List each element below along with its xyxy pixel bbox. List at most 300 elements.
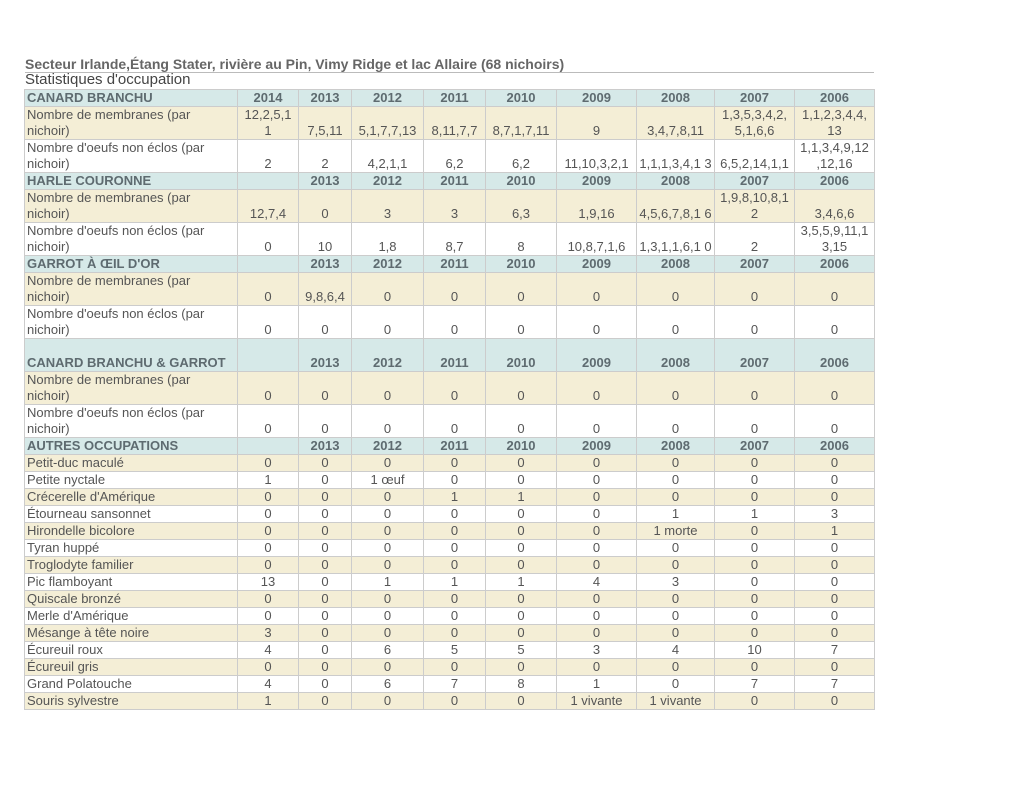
- row-label: Mésange à tête noire: [25, 625, 238, 642]
- page-title: Secteur Irlande,Étang Stater, rivière au Pin, Vimy Ridge et lac Allaire (68 nichoirs): [25, 56, 565, 72]
- value-cell: 1 morte: [637, 523, 715, 540]
- value-cell: 12,7,4: [238, 190, 299, 223]
- value-cell: 0: [557, 455, 637, 472]
- value-cell: 0: [238, 489, 299, 506]
- value-cell: 0: [795, 455, 875, 472]
- value-cell: 6: [352, 676, 424, 693]
- row-label: Troglodyte familier: [25, 557, 238, 574]
- year-header: 2008: [637, 339, 715, 372]
- value-cell: 3: [795, 506, 875, 523]
- year-header: 2007: [715, 256, 795, 273]
- occupant-row: [25, 591, 875, 608]
- value-cell: 4: [238, 642, 299, 659]
- section-title: CANARD BRANCHU: [25, 90, 238, 107]
- row-label: Nombre d'oeufs non éclos (par nichoir): [25, 405, 238, 438]
- value-cell: 0: [238, 540, 299, 557]
- value-cell: 0: [352, 273, 424, 306]
- year-header: 2007: [715, 438, 795, 455]
- row-label: Nombre de membranes (par nichoir): [25, 107, 238, 140]
- value-cell: 0: [238, 455, 299, 472]
- year-header: 2006: [795, 438, 875, 455]
- value-cell: 0: [299, 372, 352, 405]
- value-cell: 4: [557, 574, 637, 591]
- value-cell: 8,7,1,7,11: [486, 107, 557, 140]
- value-cell: 1: [238, 472, 299, 489]
- year-header: 2010: [486, 173, 557, 190]
- row-label: Quiscale bronzé: [25, 591, 238, 608]
- section-title: CANARD BRANCHU & GARROT: [25, 339, 238, 372]
- year-header: 2009: [557, 173, 637, 190]
- value-cell: 3,4,7,8,11: [637, 107, 715, 140]
- value-cell: 0: [557, 540, 637, 557]
- value-cell: 0: [795, 557, 875, 574]
- value-cell: 0: [352, 506, 424, 523]
- value-cell: 0: [238, 591, 299, 608]
- value-cell: 7: [424, 676, 486, 693]
- value-cell: 0: [238, 557, 299, 574]
- occupant-row: [25, 455, 875, 472]
- occupant-row: [25, 472, 875, 489]
- value-cell: 0: [424, 372, 486, 405]
- occupant-row: [25, 523, 875, 540]
- value-cell: 0: [557, 557, 637, 574]
- value-cell: 0: [795, 574, 875, 591]
- value-cell: 4: [637, 642, 715, 659]
- value-cell: 0: [715, 625, 795, 642]
- value-cell: 1,1,3,4,9,12 ,12,16: [795, 140, 875, 173]
- value-cell: 0: [795, 540, 875, 557]
- value-cell: 0: [637, 405, 715, 438]
- value-cell: 0: [424, 472, 486, 489]
- value-cell: 0: [299, 608, 352, 625]
- value-cell: 10,8,7,1,6: [557, 223, 637, 256]
- value-cell: 0: [424, 540, 486, 557]
- value-cell: 0: [299, 676, 352, 693]
- value-cell: 0: [486, 659, 557, 676]
- value-cell: 0: [557, 273, 637, 306]
- year-header: 2007: [715, 339, 795, 372]
- year-header: 2008: [637, 438, 715, 455]
- value-cell: 6,2: [486, 140, 557, 173]
- year-header: 2006: [795, 256, 875, 273]
- value-cell: 1: [557, 676, 637, 693]
- occupation-table: [24, 89, 875, 710]
- year-header: 2012: [352, 90, 424, 107]
- value-cell: 0: [424, 306, 486, 339]
- value-cell: 0: [637, 557, 715, 574]
- year-header: 2011: [424, 339, 486, 372]
- value-cell: 0: [557, 608, 637, 625]
- value-cell: 0: [299, 574, 352, 591]
- value-cell: 6: [352, 642, 424, 659]
- value-cell: 0: [424, 591, 486, 608]
- value-cell: 0: [795, 472, 875, 489]
- value-cell: 0: [299, 540, 352, 557]
- value-cell: 13: [238, 574, 299, 591]
- value-cell: 0: [557, 659, 637, 676]
- year-header: 2013: [299, 173, 352, 190]
- year-header: 2014: [238, 90, 299, 107]
- year-header: 2013: [299, 339, 352, 372]
- row-label: Nombre de membranes (par nichoir): [25, 273, 238, 306]
- value-cell: 5: [424, 642, 486, 659]
- value-cell: 0: [715, 540, 795, 557]
- value-cell: 0: [637, 455, 715, 472]
- value-cell: 0: [299, 472, 352, 489]
- value-cell: 0: [486, 591, 557, 608]
- section-header-row: [25, 339, 875, 372]
- occupant-row: [25, 608, 875, 625]
- value-cell: 1,3,1,1,6,1 0: [637, 223, 715, 256]
- year-header: 2010: [486, 438, 557, 455]
- value-cell: 0: [557, 405, 637, 438]
- year-header: 2011: [424, 438, 486, 455]
- value-cell: 3: [557, 642, 637, 659]
- value-cell: 1,1,1,3,4,1 3: [637, 140, 715, 173]
- value-cell: 0: [715, 455, 795, 472]
- value-cell: 0: [299, 489, 352, 506]
- year-header: [238, 173, 299, 190]
- value-cell: 1 vivante: [557, 693, 637, 710]
- section-header-row: [25, 438, 875, 455]
- value-cell: 0: [424, 273, 486, 306]
- value-cell: 1: [486, 574, 557, 591]
- value-cell: 1 œuf: [352, 472, 424, 489]
- value-cell: 0: [715, 489, 795, 506]
- value-cell: 0: [637, 659, 715, 676]
- value-cell: 4,2,1,1: [352, 140, 424, 173]
- page-subtitle: Statistiques d'occupation: [25, 71, 191, 88]
- value-cell: 0: [238, 223, 299, 256]
- year-header: 2008: [637, 256, 715, 273]
- value-cell: 0: [637, 472, 715, 489]
- value-cell: 7: [795, 642, 875, 659]
- occupant-row: [25, 676, 875, 693]
- value-cell: 0: [795, 608, 875, 625]
- value-cell: 0: [715, 523, 795, 540]
- value-cell: 0: [637, 591, 715, 608]
- row-label: Étourneau sansonnet: [25, 506, 238, 523]
- value-cell: 1 vivante: [637, 693, 715, 710]
- row-label: Nombre d'oeufs non éclos (par nichoir): [25, 140, 238, 173]
- section-title: HARLE COURONNE: [25, 173, 238, 190]
- value-cell: 0: [637, 372, 715, 405]
- value-cell: 1: [637, 506, 715, 523]
- value-cell: 0: [557, 591, 637, 608]
- value-cell: 0: [424, 405, 486, 438]
- value-cell: 1,1,2,3,4,4, 13: [795, 107, 875, 140]
- year-header: 2011: [424, 173, 486, 190]
- value-cell: 0: [352, 489, 424, 506]
- year-header: 2010: [486, 339, 557, 372]
- year-header: 2010: [486, 256, 557, 273]
- section-title: AUTRES OCCUPATIONS: [25, 438, 238, 455]
- row-label: Hirondelle bicolore: [25, 523, 238, 540]
- year-header: 2013: [299, 90, 352, 107]
- year-header: 2012: [352, 256, 424, 273]
- value-cell: 0: [299, 557, 352, 574]
- value-cell: 0: [715, 405, 795, 438]
- section-header-row: [25, 256, 875, 273]
- value-cell: 1,8: [352, 223, 424, 256]
- value-cell: 0: [352, 608, 424, 625]
- eggs-row: [25, 223, 875, 256]
- value-cell: 8,7: [424, 223, 486, 256]
- value-cell: 1,9,16: [557, 190, 637, 223]
- row-label: Tyran huppé: [25, 540, 238, 557]
- value-cell: 0: [486, 523, 557, 540]
- value-cell: 0: [299, 591, 352, 608]
- value-cell: 0: [557, 372, 637, 405]
- value-cell: 3: [352, 190, 424, 223]
- value-cell: 0: [486, 608, 557, 625]
- value-cell: 0: [637, 676, 715, 693]
- value-cell: 11,10,3,2,1: [557, 140, 637, 173]
- year-header: 2008: [637, 90, 715, 107]
- row-label: Écureuil gris: [25, 659, 238, 676]
- year-header: 2012: [352, 438, 424, 455]
- value-cell: 0: [486, 455, 557, 472]
- value-cell: 0: [352, 625, 424, 642]
- row-label: Crécerelle d'Amérique: [25, 489, 238, 506]
- value-cell: 0: [238, 506, 299, 523]
- value-cell: 1: [352, 574, 424, 591]
- eggs-row: [25, 140, 875, 173]
- value-cell: 1: [424, 489, 486, 506]
- eggs-row: [25, 405, 875, 438]
- value-cell: 7,5,11: [299, 107, 352, 140]
- value-cell: 0: [352, 306, 424, 339]
- value-cell: 0: [486, 540, 557, 557]
- value-cell: 0: [715, 273, 795, 306]
- value-cell: 0: [352, 540, 424, 557]
- value-cell: 0: [557, 625, 637, 642]
- occupant-row: [25, 625, 875, 642]
- value-cell: 0: [637, 608, 715, 625]
- value-cell: 0: [424, 659, 486, 676]
- value-cell: 0: [424, 608, 486, 625]
- value-cell: 1: [795, 523, 875, 540]
- section-header-row: [25, 173, 875, 190]
- occupant-row: [25, 642, 875, 659]
- value-cell: 0: [715, 693, 795, 710]
- year-header: 2012: [352, 339, 424, 372]
- value-cell: 6,2: [424, 140, 486, 173]
- occupant-row: [25, 693, 875, 710]
- year-header: 2006: [795, 173, 875, 190]
- occupant-row: [25, 489, 875, 506]
- value-cell: 10: [715, 642, 795, 659]
- row-label: Nombre d'oeufs non éclos (par nichoir): [25, 223, 238, 256]
- membranes-row: [25, 107, 875, 140]
- value-cell: 0: [715, 574, 795, 591]
- value-cell: 5: [486, 642, 557, 659]
- value-cell: 0: [238, 273, 299, 306]
- value-cell: 0: [486, 693, 557, 710]
- value-cell: 0: [486, 625, 557, 642]
- occupant-row: [25, 506, 875, 523]
- value-cell: 0: [352, 523, 424, 540]
- value-cell: 0: [352, 455, 424, 472]
- value-cell: 0: [299, 455, 352, 472]
- row-label: Petite nyctale: [25, 472, 238, 489]
- row-label: Écureuil roux: [25, 642, 238, 659]
- membranes-row: [25, 273, 875, 306]
- value-cell: 10: [299, 223, 352, 256]
- value-cell: 3,5,5,9,11,1 3,15: [795, 223, 875, 256]
- value-cell: 0: [486, 306, 557, 339]
- value-cell: 1: [486, 489, 557, 506]
- value-cell: 3: [637, 574, 715, 591]
- value-cell: 1,3,5,3,4,2, 5,1,6,6: [715, 107, 795, 140]
- value-cell: 0: [299, 693, 352, 710]
- value-cell: 0: [424, 455, 486, 472]
- value-cell: 6,5,2,14,1,1: [715, 140, 795, 173]
- value-cell: 0: [715, 659, 795, 676]
- value-cell: 0: [637, 540, 715, 557]
- value-cell: 1: [424, 574, 486, 591]
- value-cell: 9: [557, 107, 637, 140]
- row-label: Souris sylvestre: [25, 693, 238, 710]
- value-cell: 1: [238, 693, 299, 710]
- value-cell: 0: [424, 557, 486, 574]
- value-cell: 0: [352, 659, 424, 676]
- value-cell: 5,1,7,7,13: [352, 107, 424, 140]
- value-cell: 8,11,7,7: [424, 107, 486, 140]
- value-cell: 0: [795, 659, 875, 676]
- value-cell: 0: [715, 591, 795, 608]
- year-header: [238, 438, 299, 455]
- row-label: Merle d'Amérique: [25, 608, 238, 625]
- year-header: 2008: [637, 173, 715, 190]
- value-cell: 0: [557, 523, 637, 540]
- value-cell: 2: [299, 140, 352, 173]
- value-cell: 3: [238, 625, 299, 642]
- value-cell: 9,8,6,4: [299, 273, 352, 306]
- year-header: 2009: [557, 90, 637, 107]
- value-cell: 0: [795, 591, 875, 608]
- value-cell: 7: [715, 676, 795, 693]
- year-header: 2009: [557, 339, 637, 372]
- year-header: 2006: [795, 90, 875, 107]
- value-cell: 8: [486, 676, 557, 693]
- value-cell: 0: [299, 190, 352, 223]
- value-cell: 0: [352, 557, 424, 574]
- value-cell: 0: [795, 489, 875, 506]
- year-header: 2013: [299, 438, 352, 455]
- value-cell: 0: [424, 506, 486, 523]
- value-cell: 0: [352, 372, 424, 405]
- value-cell: 0: [299, 625, 352, 642]
- value-cell: 4: [238, 676, 299, 693]
- membranes-row: [25, 190, 875, 223]
- eggs-row: [25, 306, 875, 339]
- value-cell: 2: [715, 223, 795, 256]
- value-cell: 0: [795, 693, 875, 710]
- value-cell: 7: [795, 676, 875, 693]
- value-cell: 3,4,6,6: [795, 190, 875, 223]
- value-cell: 0: [424, 625, 486, 642]
- value-cell: 0: [795, 625, 875, 642]
- value-cell: 0: [715, 372, 795, 405]
- value-cell: 6,3: [486, 190, 557, 223]
- value-cell: 0: [299, 405, 352, 438]
- year-header: 2013: [299, 256, 352, 273]
- year-header: [238, 256, 299, 273]
- value-cell: 0: [238, 405, 299, 438]
- value-cell: 0: [715, 608, 795, 625]
- value-cell: 0: [557, 506, 637, 523]
- value-cell: 0: [424, 693, 486, 710]
- value-cell: 1,9,8,10,8,1 2: [715, 190, 795, 223]
- value-cell: 0: [637, 489, 715, 506]
- section-header-row: [25, 90, 875, 107]
- value-cell: 4,5,6,7,8,1 6: [637, 190, 715, 223]
- value-cell: 0: [486, 372, 557, 405]
- value-cell: 0: [795, 372, 875, 405]
- row-label: Nombre de membranes (par nichoir): [25, 190, 238, 223]
- value-cell: 8: [486, 223, 557, 256]
- year-header: 2007: [715, 173, 795, 190]
- value-cell: 0: [486, 506, 557, 523]
- year-header: 2010: [486, 90, 557, 107]
- year-header: 2006: [795, 339, 875, 372]
- value-cell: 2: [238, 140, 299, 173]
- year-header: 2011: [424, 256, 486, 273]
- value-cell: 0: [352, 405, 424, 438]
- value-cell: 0: [557, 306, 637, 339]
- value-cell: 0: [238, 523, 299, 540]
- value-cell: 0: [637, 625, 715, 642]
- value-cell: 0: [352, 591, 424, 608]
- value-cell: 0: [238, 659, 299, 676]
- section-title: GARROT À ŒIL D'OR: [25, 256, 238, 273]
- value-cell: 0: [795, 306, 875, 339]
- year-header: 2007: [715, 90, 795, 107]
- value-cell: 3: [424, 190, 486, 223]
- row-label: Petit-duc maculé: [25, 455, 238, 472]
- value-cell: 0: [238, 372, 299, 405]
- value-cell: 0: [637, 273, 715, 306]
- value-cell: 0: [637, 306, 715, 339]
- occupant-row: [25, 540, 875, 557]
- year-header: 2009: [557, 256, 637, 273]
- value-cell: 0: [299, 506, 352, 523]
- value-cell: 0: [238, 306, 299, 339]
- value-cell: 0: [795, 405, 875, 438]
- value-cell: 0: [424, 523, 486, 540]
- value-cell: 0: [299, 659, 352, 676]
- row-label: Grand Polatouche: [25, 676, 238, 693]
- value-cell: 0: [715, 472, 795, 489]
- value-cell: 0: [238, 608, 299, 625]
- value-cell: 0: [299, 642, 352, 659]
- value-cell: 0: [299, 523, 352, 540]
- row-label: Pic flamboyant: [25, 574, 238, 591]
- year-header: 2009: [557, 438, 637, 455]
- value-cell: 0: [299, 306, 352, 339]
- year-header: 2011: [424, 90, 486, 107]
- value-cell: 1: [715, 506, 795, 523]
- membranes-row: [25, 372, 875, 405]
- value-cell: 0: [795, 273, 875, 306]
- value-cell: 0: [486, 273, 557, 306]
- year-header: [238, 339, 299, 372]
- value-cell: 0: [715, 557, 795, 574]
- value-cell: 0: [486, 472, 557, 489]
- value-cell: 0: [352, 693, 424, 710]
- value-cell: 0: [486, 557, 557, 574]
